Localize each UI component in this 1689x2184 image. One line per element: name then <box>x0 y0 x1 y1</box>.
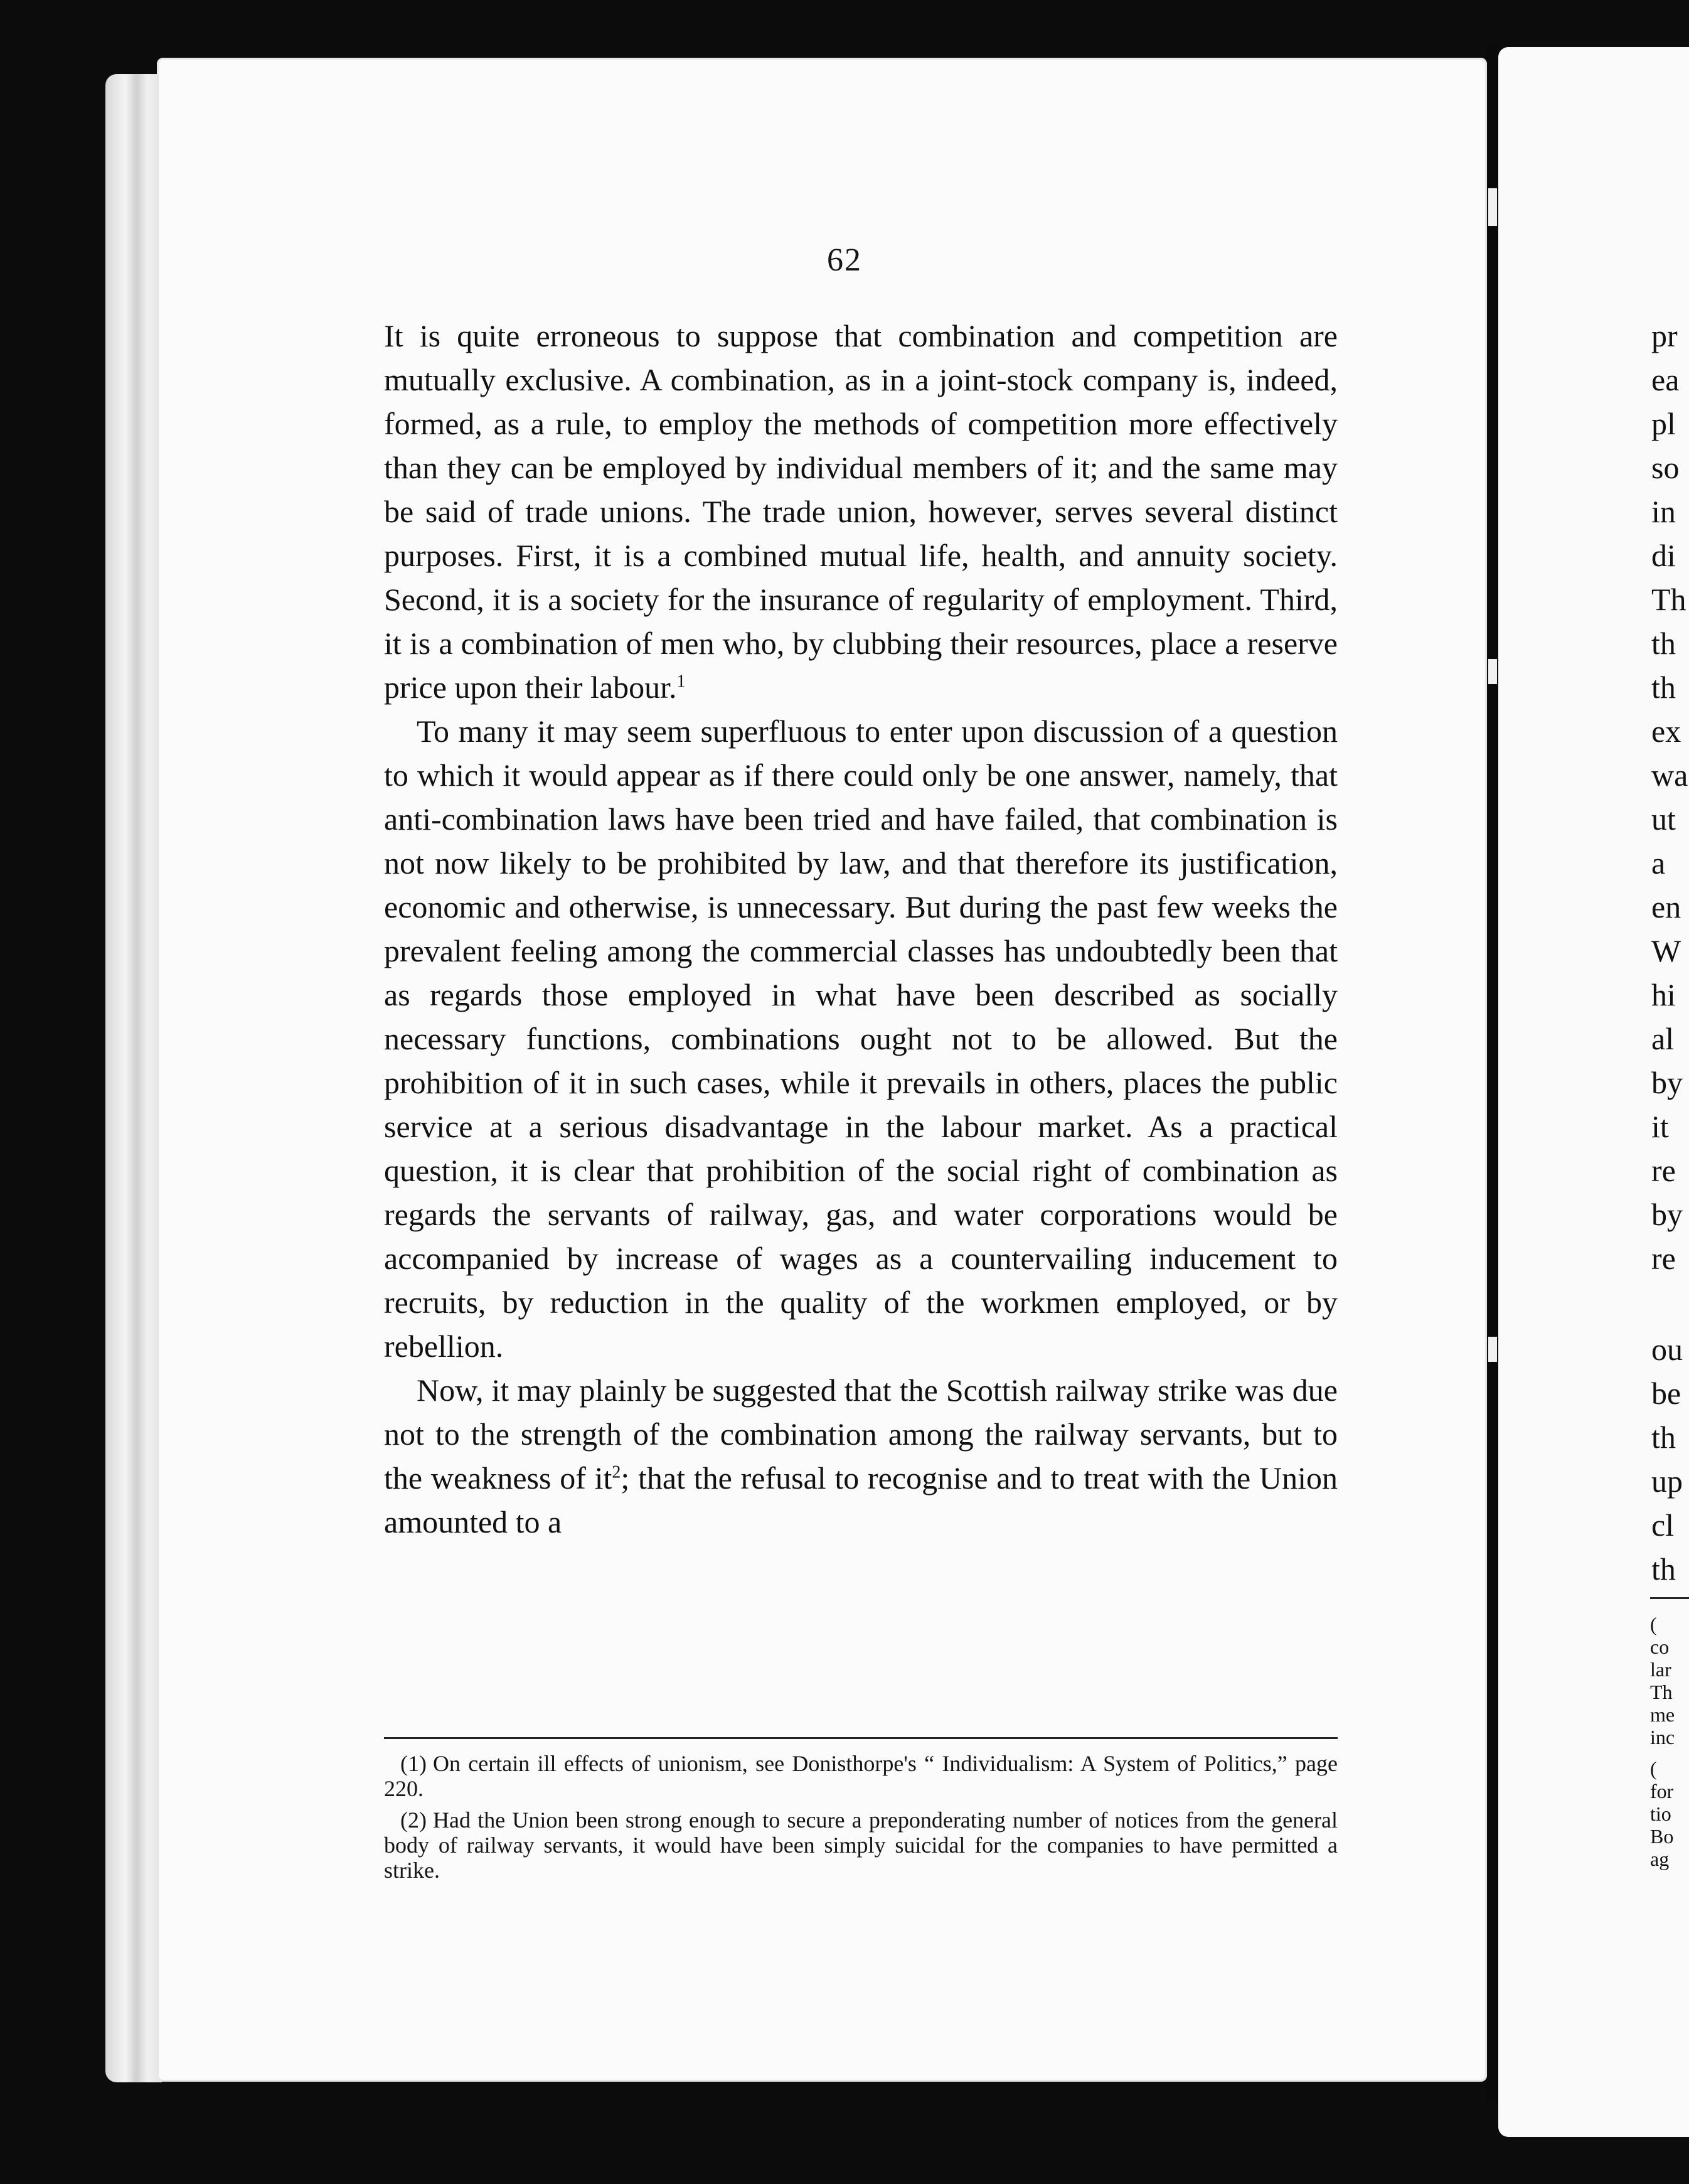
facing-line: ex <box>1651 714 1681 749</box>
facing-footnote-line: inc <box>1650 1726 1675 1748</box>
facing-line: in <box>1651 494 1676 529</box>
footnotes <box>384 1751 1338 1889</box>
footnote-divider <box>384 1737 1338 1739</box>
footnote-number: (1) <box>400 1751 427 1776</box>
footnote-text: On certain ill effects of unionism, see Donisthorpe's “ Individualism: A System of Politics,” page 220. <box>384 1751 1338 1801</box>
facing-line: th <box>1651 626 1676 661</box>
paragraph-2 <box>384 709 1338 1368</box>
body-text <box>384 314 1338 1544</box>
facing-footnote-line: ( <box>1650 1757 1657 1780</box>
facing-footnote-line: me <box>1650 1703 1675 1726</box>
facing-footnote-line: for <box>1650 1780 1674 1802</box>
gutter-mark <box>1488 188 1497 226</box>
facing-line: di <box>1651 538 1676 573</box>
facing-line: Th <box>1651 582 1686 617</box>
footnote-number: (2) <box>400 1807 427 1833</box>
facing-line: ut <box>1651 801 1676 837</box>
book-binding-edge <box>105 74 162 2082</box>
gutter-mark <box>1488 1337 1497 1362</box>
paragraph-text: ; that the refusal to recognise and to treat with the Union amounted to a <box>384 1460 1338 1539</box>
facing-footnote-line: ag <box>1650 1848 1670 1870</box>
facing-line: hi <box>1651 977 1676 1012</box>
facing-line: pr <box>1651 318 1678 353</box>
paragraph-text: To many it may seem superfluous to enter upon discussion of a question to which it would appear as if there could only be one answer, namely, that anti-combination laws have been tried and have failed, that combination is not now likely to be prohibited by law, and that therefore its justification, economic and otherwise, is unnecessary. But during the past few weeks the prevalent feeling among the commercial classes has undoubtedly been that as regards those employed in what have been described as socially necessary functions, combinations ought not to be allowed. But the prohibition of it in such cases, while it prevails in others, places the public service at a serious disadvantage in the labour market. As a practical question, it is clear that prohibition of the social right of combination as regards the servants of railway, gas, and water corporations would be accompanied by increase of wages as a countervailing inducement to recruits, by reduction in the quality of the workmen employed, or by rebellion. <box>384 714 1338 1364</box>
facing-line: re <box>1651 1241 1676 1276</box>
facing-line: th <box>1651 1420 1676 1455</box>
facing-line: be <box>1651 1376 1681 1411</box>
facing-line: pl <box>1651 406 1676 441</box>
facing-line: up <box>1651 1464 1683 1499</box>
footnote-1 <box>384 1751 1338 1801</box>
facing-line: th <box>1651 1551 1676 1587</box>
facing-footnote-line: tio <box>1650 1802 1671 1825</box>
facing-line: a <box>1651 845 1666 881</box>
footnote-ref: 2 <box>612 1462 621 1482</box>
facing-line: cl <box>1651 1507 1675 1543</box>
facing-line: ea <box>1651 362 1680 397</box>
paragraph-1 <box>384 314 1338 709</box>
facing-line: so <box>1651 450 1680 485</box>
facing-line: th <box>1651 670 1676 705</box>
facing-line: W <box>1651 933 1681 968</box>
facing-line: en <box>1651 889 1681 924</box>
facing-footnote-line: Th <box>1650 1681 1673 1703</box>
paragraph-3 <box>384 1368 1338 1544</box>
facing-footnote-line: lar <box>1650 1658 1671 1681</box>
footnote-ref: 1 <box>676 672 686 692</box>
facing-line: by <box>1651 1065 1683 1100</box>
facing-line: ou <box>1651 1332 1683 1367</box>
footnote-text: Had the Union been strong enough to secure a preponderating number of notices from the general body of railway servants, it would have been simply suicidal for the companies to have permitted a strike. <box>384 1807 1338 1883</box>
paragraph-text: It is quite erroneous to suppose that combination and competition are mutually exclusive. A combination, as in a joint-stock company is, indeed, formed, as a rule, to employ the methods of competition more effectively than they can be employed by individual members of it; and the same may be said of trade unions. The trade union, however, serves several distinct purposes. First, it is a combined mutual life, health, and annuity society. Second, it is a society for the insurance of regularity of employment. Third, it is a combination of men who, by clubbing their resources, place a reserve price upon their labour. <box>384 318 1338 705</box>
book-gutter <box>1487 44 1498 2102</box>
facing-line: al <box>1651 1021 1675 1056</box>
facing-footnote-line: Bo <box>1650 1825 1674 1848</box>
page-number: 62 <box>827 242 862 278</box>
facing-line: wa <box>1651 757 1688 793</box>
facing-line: by <box>1651 1197 1683 1232</box>
facing-footnote-line: co <box>1650 1635 1670 1658</box>
facing-line: re <box>1651 1153 1676 1188</box>
facing-footnote-line: ( <box>1650 1613 1657 1635</box>
gutter-mark <box>1488 659 1497 684</box>
footnote-2 <box>384 1807 1338 1883</box>
paragraph-text: Now, it may plainly be suggested that the Scottish railway strike was due not to the strength of the combination among the railway servants, but to the weakness of it <box>384 1373 1338 1496</box>
facing-footnote-divider <box>1650 1597 1689 1599</box>
facing-line: it <box>1651 1109 1669 1144</box>
